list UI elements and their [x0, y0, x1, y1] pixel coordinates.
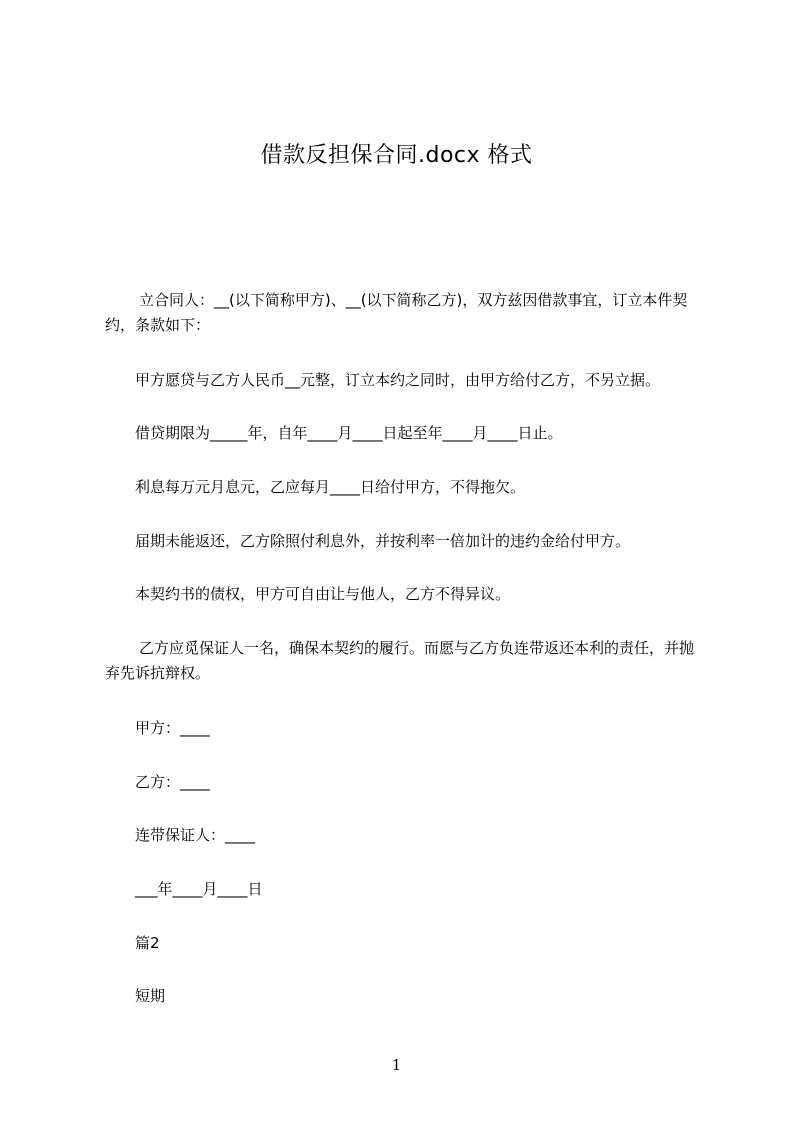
- contract-parties-paragraph: 立合同人：__(以下简称甲方)、__(以下简称乙方)，双方兹因借款事宜，订立本件契约，条款如下：: [105, 291, 688, 334]
- guarantor-paragraph: 乙方应觅保证人一名，确保本契约的履行。而愿与乙方负连带返还本利的责任，并抛弃先诉抗辩权。: [105, 639, 695, 682]
- interest-paragraph: 利息每万元月息元，乙应每月____日给付甲方，不得拖欠。: [135, 478, 526, 496]
- loan-term-paragraph: 借贷期限为_____年，自年____月____日起至年____月____日止。: [135, 424, 563, 442]
- guarantor-signature-line: 连带保证人：____: [135, 826, 256, 844]
- subsection-heading: 短期: [135, 987, 166, 1005]
- default-penalty-paragraph: 届期未能返还，乙方除照付利息外，并按利率一倍加计的违约金给付甲方。: [135, 532, 631, 550]
- party-b-signature-line: 乙方：____: [135, 773, 211, 791]
- party-a-signature-line: 甲方：____: [135, 719, 211, 737]
- claim-transfer-paragraph: 本契约书的债权，甲方可自由让与他人，乙方不得异议。: [135, 585, 511, 603]
- loan-amount-paragraph: 甲方愿贷与乙方人民币__元整，订立本约之同时，由甲方给付乙方，不另立据。: [135, 371, 661, 389]
- section-heading: 篇2: [135, 934, 160, 952]
- date-line: ___年____月____日: [135, 880, 263, 898]
- page-number: 1: [391, 1056, 402, 1074]
- document-title: 借款反担保合同.docx 格式: [260, 143, 533, 168]
